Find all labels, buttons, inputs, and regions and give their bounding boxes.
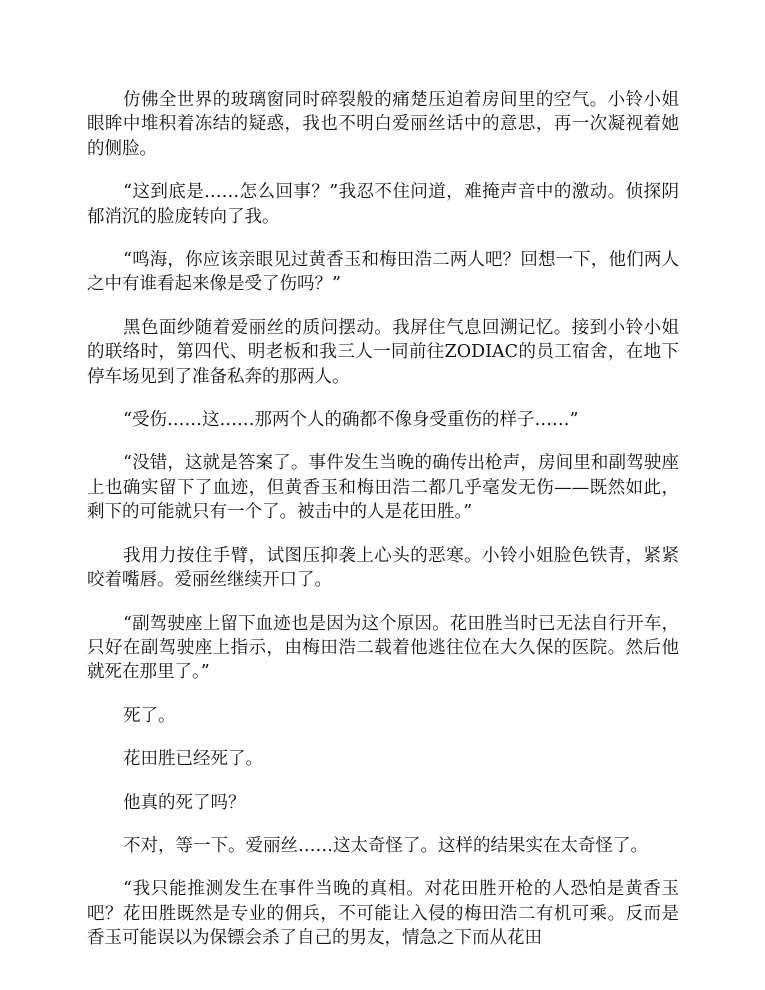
paragraph-12: 不对，等一下。爱丽丝……这太奇怪了。这样的结果实在太奇怪了。 bbox=[123, 835, 648, 856]
paragraph-2: “这到底是……怎么回事？”我忍不住问道，难掩声音中的激动。侦探阴郁消沉的脸庞转向了我。 bbox=[87, 182, 679, 227]
document-page bbox=[87, 88, 679, 970]
paragraph-8: “副驾驶座上留下血迹也是因为这个原因。花田胜当时已无法自行开车，只好在副驾驶座上指示，由梅田浩二载着他逃往位在大久保的医院。然后他就死在那里了。” bbox=[87, 613, 679, 683]
paragraph-10: 花田胜已经死了。 bbox=[123, 749, 263, 770]
paragraph-9: 死了。 bbox=[123, 705, 176, 726]
paragraph-5: “受伤……这……那两个人的确都不像身受重伤的样子……” bbox=[123, 410, 579, 431]
paragraph-6: “没错，这就是答案了。事件发生当晚的确传出枪声，房间里和副驾驶座上也确实留下了血迹，但黄香玉和梅田浩二都几乎毫发无伤——既然如此，剩下的可能就只有一个了。被击中的人是花田胜。” bbox=[87, 453, 679, 523]
paragraph-4: 黑色面纱随着爱丽丝的质问摆动。我屏住气息回溯记忆。接到小铃小姐的联络时，第四代、明老板和我三人一同前往ZODIAC的员工宿舍，在地下停车场见到了准备私奔的那两人。 bbox=[87, 317, 679, 387]
paragraph-13: “我只能推测发生在事件当晚的真相。对花田胜开枪的人恐怕是黄香玉吧？花田胜既然是专业的佣兵，不可能让入侵的梅田浩二有机可乘。反而是香玉可能误以为保镖会杀了自己的男友，情急之下而从花田 bbox=[87, 879, 679, 949]
paragraph-7: 我用力按住手臂，试图压抑袭上心头的恶寒。小铃小姐脸色铁青，紧紧咬着嘴唇。爱丽丝继续开口了。 bbox=[87, 545, 679, 591]
paragraph-1: 仿佛全世界的玻璃窗同时碎裂般的痛楚压迫着房间里的空气。小铃小姐眼眸中堆积着冻结的疑惑，我也不明白爱丽丝话中的意思，再一次凝视着她的侧脸。 bbox=[87, 90, 679, 159]
paragraph-11: 他真的死了吗？ bbox=[123, 792, 246, 813]
paragraph-3: “鸣海，你应该亲眼见过黄香玉和梅田浩二两人吧？回想一下，他们两人之中有谁看起来像是受了伤吗？” bbox=[87, 250, 679, 295]
